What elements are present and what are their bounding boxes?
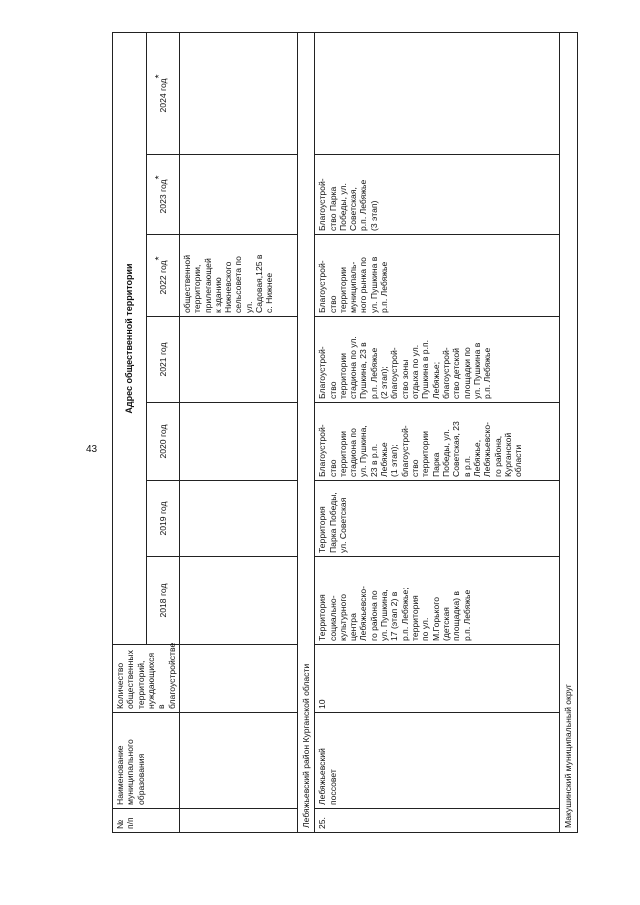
cell [179,645,297,713]
cell-2020: Благоустрой- ство территории стадиона по ул. Пушкина, 23 в р.п. Лебяжье (1 этап); благоустрой- ство территории Парка Победы, ул. Советская, 23 в р.п. Лебяжье, Лебяжьевско- го района, Курганской области [315,403,560,481]
cell [179,713,297,809]
cell-2022: Благоустрой- ство территории муниципаль- ного рынка по ул. Пушкина в р.п. Лебяжье [315,235,560,317]
header-num: № п/п [113,809,180,833]
row-name: Лебяжьевский поссовет [315,713,560,809]
cell [179,481,297,557]
cell [179,403,297,481]
cell-2018: Территория социально- культурного центра Лебяжьевско- го района по ул. Пушкина, 17 (этап 2) в р.п. Лебяжье; территория по ул. М.Горького (детская площадка) в р.п. Лебяжье [315,557,560,645]
table-row [315,33,560,833]
header-year-2023: 2023 год* [146,155,179,235]
header-year-2020: 2020 год [146,403,179,481]
region-lebyazhevsky: Лебяжьевский район Курганской области [297,33,314,833]
header-count: Количество общественных территорий, нуждающихся в благоустройстве [113,645,180,713]
cell-2021: Благоустрой- ство территории стадиона по ул. Пушкина, 23 в р.п. Лебяжье (2 этап); благоустрой- ство зоны отдыха по ул. Пушкина в р.п. Лебяжье; благоустрой- ство детской площадки по ул. Пушкина в р.п. Лебяжье [315,317,560,403]
row-num: 25. [315,809,560,833]
region-row [560,33,577,833]
header-year-2021: 2021 год [146,317,179,403]
cell [179,33,297,155]
cell [179,809,297,833]
cell [179,155,297,235]
header-year-2019: 2019 год [146,481,179,557]
footnote-star: * [153,175,165,180]
page-number: 43 [86,444,98,455]
cell-2019: Территория Парка Победы, ул. Советская [315,481,560,557]
region-row [297,33,314,833]
header-year-2024: 2024 год* [146,33,179,155]
cell [179,557,297,645]
header-name: Наименование муниципального образования [113,713,180,809]
region-makushinsky: Макушинский муниципальный округ [560,33,577,833]
territory-table [112,32,578,833]
cell-2023: Благоустрой- ство Парка Победы, ул. Советская, р.п. Лебяжье (3 этап) [315,155,560,235]
cell-2024 [315,33,560,155]
header-year-2018: 2018 год [146,557,179,645]
table-row-prev [179,33,297,833]
territory-table-wrapper [112,33,607,833]
cell-2022: общественной территории, прилегающей к зданию Нижневского сельсовета по ул. Садовая,125 в с. Нижнее [179,235,297,317]
footnote-star: * [153,74,165,79]
header-year-2022: 2022 год* [146,235,179,317]
header-row-1 [113,33,147,833]
cell [179,317,297,403]
row-count: 10 [315,645,560,713]
header-address: Адрес общественной территории [113,33,147,645]
footnote-star: * [153,256,165,261]
